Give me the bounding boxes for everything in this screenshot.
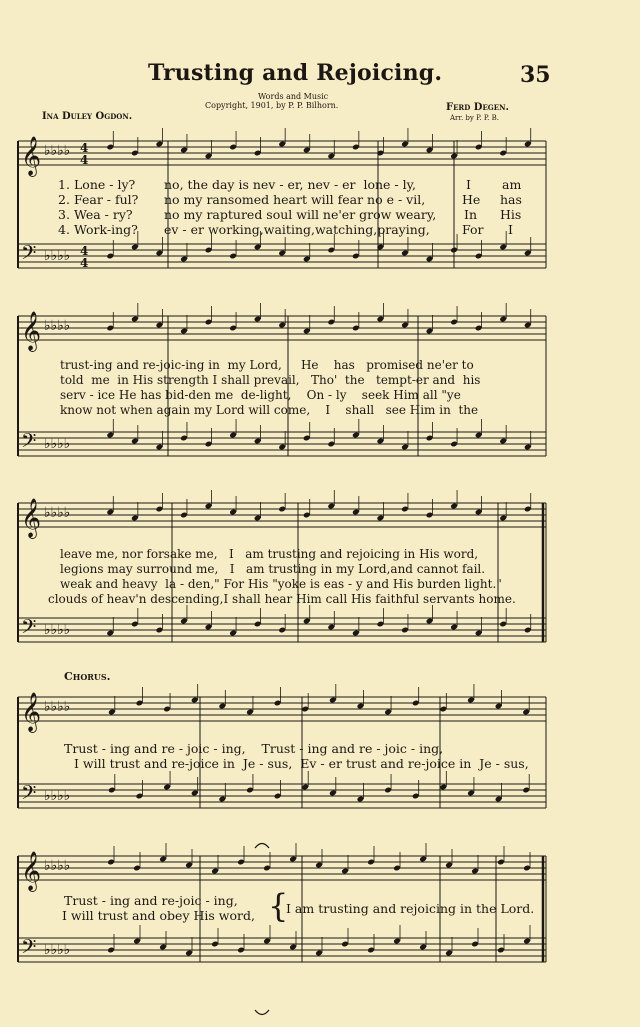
lyric-brace-icon: {	[268, 887, 289, 925]
chorus-label: Chorus.	[64, 670, 111, 683]
bass-clef-icon: 𝄢	[21, 781, 37, 809]
lyric-line: trust-ing and re-joic-ing in my Lord, He has promised ne'er to	[60, 358, 474, 372]
key-signature-icon: ♭♭♭♭	[44, 942, 71, 958]
treble-clef-icon: 𝄞	[21, 851, 42, 891]
time-signature-icon: 4	[80, 244, 89, 258]
treble-clef-icon: 𝄞	[21, 692, 42, 732]
treble-clef-icon: 𝄞	[21, 136, 42, 176]
words-music-credit: Words and Music	[258, 92, 329, 101]
bass-clef-icon: 𝄢	[21, 935, 37, 963]
lyric-line: legions may surround me, I am trusting in my Lord,and cannot fail.	[60, 562, 486, 576]
key-signature-icon: ♭♭♭♭	[44, 699, 71, 715]
verse-end: For	[462, 222, 484, 237]
time-signature-icon: 4	[80, 256, 89, 270]
treble-clef-icon: 𝄞	[21, 498, 42, 538]
verse-number: 3.	[58, 207, 70, 222]
lyric-line: serv - ice He has bid-den me de-light, On - ly seek Him all "ye	[60, 388, 461, 402]
fermata-icon	[255, 1010, 269, 1015]
bass-clef-icon: 𝄢	[21, 615, 37, 643]
lyric-line: know not when again my Lord will come, I shall see Him in the	[60, 403, 479, 417]
lyric-line: weak and heavy la - den," For His "yoke is eas - y and His burden light."	[60, 577, 502, 591]
chorus-line: I will trust and re-joice in Je - sus, Ev - er trust and re-joice in Je - sus,	[74, 756, 529, 771]
time-signature-icon: 4	[80, 141, 89, 155]
verse-number: 1.	[58, 177, 70, 192]
key-signature-icon: ♭♭♭♭	[44, 436, 71, 452]
key-signature-icon: ♭♭♭♭	[44, 788, 71, 804]
key-signature-icon: ♭♭♭♭	[44, 143, 71, 159]
verse-end: In	[464, 207, 477, 222]
key-signature-icon: ♭♭♭♭	[44, 505, 71, 521]
verse-start: Work-ing?	[74, 222, 138, 237]
chorus-line: Trust - ing and re - joic - ing, Trust - ing and re - joic - ing,	[64, 741, 444, 756]
hymn-title: Trusting and Rejoicing.	[148, 60, 443, 86]
chorus-line: I am trusting and rejoicing in the Lord.	[286, 901, 535, 916]
verse-end: I	[508, 222, 513, 237]
treble-clef-icon: 𝄞	[21, 311, 42, 351]
key-signature-icon: ♭♭♭♭	[44, 248, 71, 264]
time-signature-icon: 4	[80, 153, 89, 167]
author-credit: Ina Duley Ogdon.	[42, 111, 133, 122]
key-signature-icon: ♭♭♭♭	[44, 318, 71, 334]
verse-end: His	[500, 207, 522, 222]
verse-text: no my raptured soul will ne'er grow weary,	[164, 207, 437, 222]
lyric-line: told me in His strength I shall prevail, Tho' the tempt-er and his	[60, 373, 481, 387]
lyric-line: clouds of heav'n descending,I shall hear Him call His faithful servants home.	[48, 592, 516, 606]
verse-start: Fear - ful?	[74, 192, 139, 207]
lyric-line: leave me, nor forsake me, I am trusting and rejoicing in His word,	[60, 547, 479, 561]
verse-text: no my ransomed heart will fear no e - vil,	[164, 192, 426, 207]
copyright-notice: Copyright, 1901, by P. P. Bilhorn.	[205, 101, 339, 110]
verse-number: 4.	[58, 222, 70, 237]
chorus-line: Trust - ing and re-joic - ing,	[64, 893, 238, 908]
verse-start: Lone - ly?	[74, 177, 136, 192]
verse-end: I	[466, 177, 471, 192]
verse-end: has	[500, 192, 522, 207]
composer-credit: Ferd Degen.	[446, 102, 510, 113]
bass-clef-icon: 𝄢	[21, 241, 37, 269]
verse-end: am	[502, 177, 522, 192]
key-signature-icon: ♭♭♭♭	[44, 858, 71, 874]
verse-text: ev - er working,waiting,watching,praying,	[164, 222, 430, 237]
arranger-credit: Arr. by P. P. B.	[450, 114, 499, 122]
verse-text: no, the day is nev - er, nev - er lone - ly,	[164, 177, 416, 192]
verse-number: 2.	[58, 192, 70, 207]
page-number: 35	[520, 62, 551, 88]
chorus-line: I will trust and obey His word,	[62, 908, 255, 923]
verse-start: Wea - ry?	[74, 207, 133, 222]
verse-end: He	[462, 192, 481, 207]
fermata-icon	[255, 844, 269, 849]
bass-clef-icon: 𝄢	[21, 429, 37, 457]
key-signature-icon: ♭♭♭♭	[44, 622, 71, 638]
